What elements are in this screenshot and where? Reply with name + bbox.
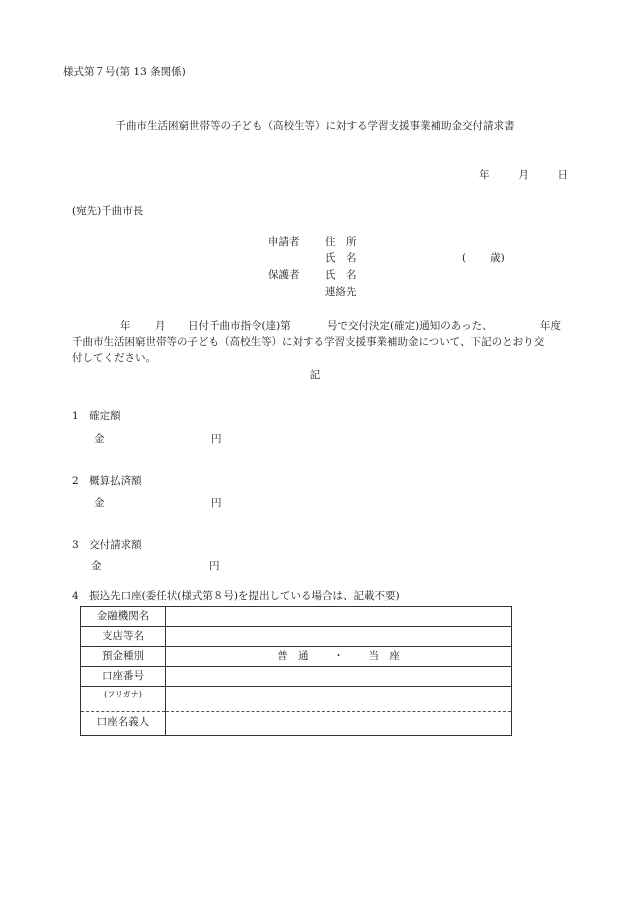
institution-field[interactable] — [166, 607, 512, 627]
branch-field[interactable] — [166, 627, 512, 647]
guardian-name-label: 氏 名 — [325, 269, 357, 281]
institution-label: 金融機関名 — [81, 607, 166, 627]
age-label: 歳) — [490, 252, 505, 264]
applicant-label: 申請者 — [268, 236, 300, 248]
addressee: (宛先)千曲市長 — [72, 205, 144, 217]
body-fiscal-year: 年度 — [540, 320, 561, 332]
date-year: 年 — [479, 169, 490, 181]
deposit-type-label: 預金種別 — [81, 647, 166, 667]
document-title: 千曲市生活困窮世帯等の子ども（高校生等）に対する学習支援事業補助金交付請求書 — [115, 120, 515, 132]
guardian-contact-label: 連絡先 — [325, 286, 357, 298]
date-line — [479, 169, 568, 182]
applicant-age — [462, 252, 505, 265]
account-holder-label: 口座名義人 — [96, 716, 150, 728]
table-row — [81, 607, 512, 627]
date-day: 日 — [557, 169, 568, 181]
age-open-paren: ( — [462, 252, 467, 264]
deposit-type-field[interactable] — [166, 647, 512, 667]
branch-label: 支店等名 — [81, 627, 166, 647]
guardian-label: 保護者 — [268, 269, 300, 281]
applicant-address-label: 住 所 — [325, 236, 357, 248]
section-prepaid-amount-kin: 金 — [94, 497, 105, 509]
section-request-amount-en: 円 — [209, 560, 220, 572]
bank-account-table — [80, 606, 512, 736]
body-number-text: 号で交付決定(確定)通知のあった、 — [327, 320, 493, 332]
body-month: 月 — [155, 320, 166, 332]
section-prepaid-amount-title: 2 概算払済額 — [72, 475, 142, 487]
furigana-label: (フリガナ) — [104, 690, 142, 699]
account-number-label: 口座番号 — [81, 667, 166, 687]
body-day-text: 日付千曲市指令(達)第 — [188, 320, 291, 332]
table-row — [81, 627, 512, 647]
date-month: 月 — [518, 169, 529, 181]
section-confirmed-amount-kin: 金 — [94, 433, 105, 445]
dashed-divider — [166, 711, 511, 712]
dashed-divider — [81, 711, 165, 712]
section-confirmed-amount-en: 円 — [211, 433, 222, 445]
ki-heading: 記 — [309, 369, 321, 381]
section-request-amount-title: 3 交付請求額 — [72, 539, 142, 551]
section-prepaid-amount-en: 円 — [211, 497, 222, 509]
section-request-amount-kin: 金 — [91, 560, 102, 572]
body-line-2: 千曲市生活困窮世帯等の子ども（高校生等）に対する学習支援事業補助金について、下記のとおり交 — [72, 336, 545, 348]
table-row — [81, 667, 512, 687]
deposit-option-toza[interactable]: 当 座 — [368, 649, 400, 662]
form-number: 様式第７号(第 13 条関係) — [63, 66, 186, 78]
section-confirmed-amount-title: 1 確定額 — [72, 410, 121, 422]
body-line-3: 付してください。 — [72, 352, 156, 364]
deposit-option-futsu[interactable]: 普 通 — [277, 649, 309, 662]
account-holder-field[interactable] — [166, 687, 512, 736]
applicant-name-label: 氏 名 — [325, 252, 357, 264]
body-year: 年 — [120, 320, 131, 332]
account-number-field[interactable] — [166, 667, 512, 687]
table-row — [81, 687, 512, 736]
holder-label-cell — [81, 687, 166, 736]
table-row — [81, 647, 512, 667]
bank-section-title: 4 振込先口座(委任状(様式第８号)を提出している場合は、記載不要) — [72, 590, 400, 602]
deposit-option-separator: ・ — [333, 649, 344, 662]
